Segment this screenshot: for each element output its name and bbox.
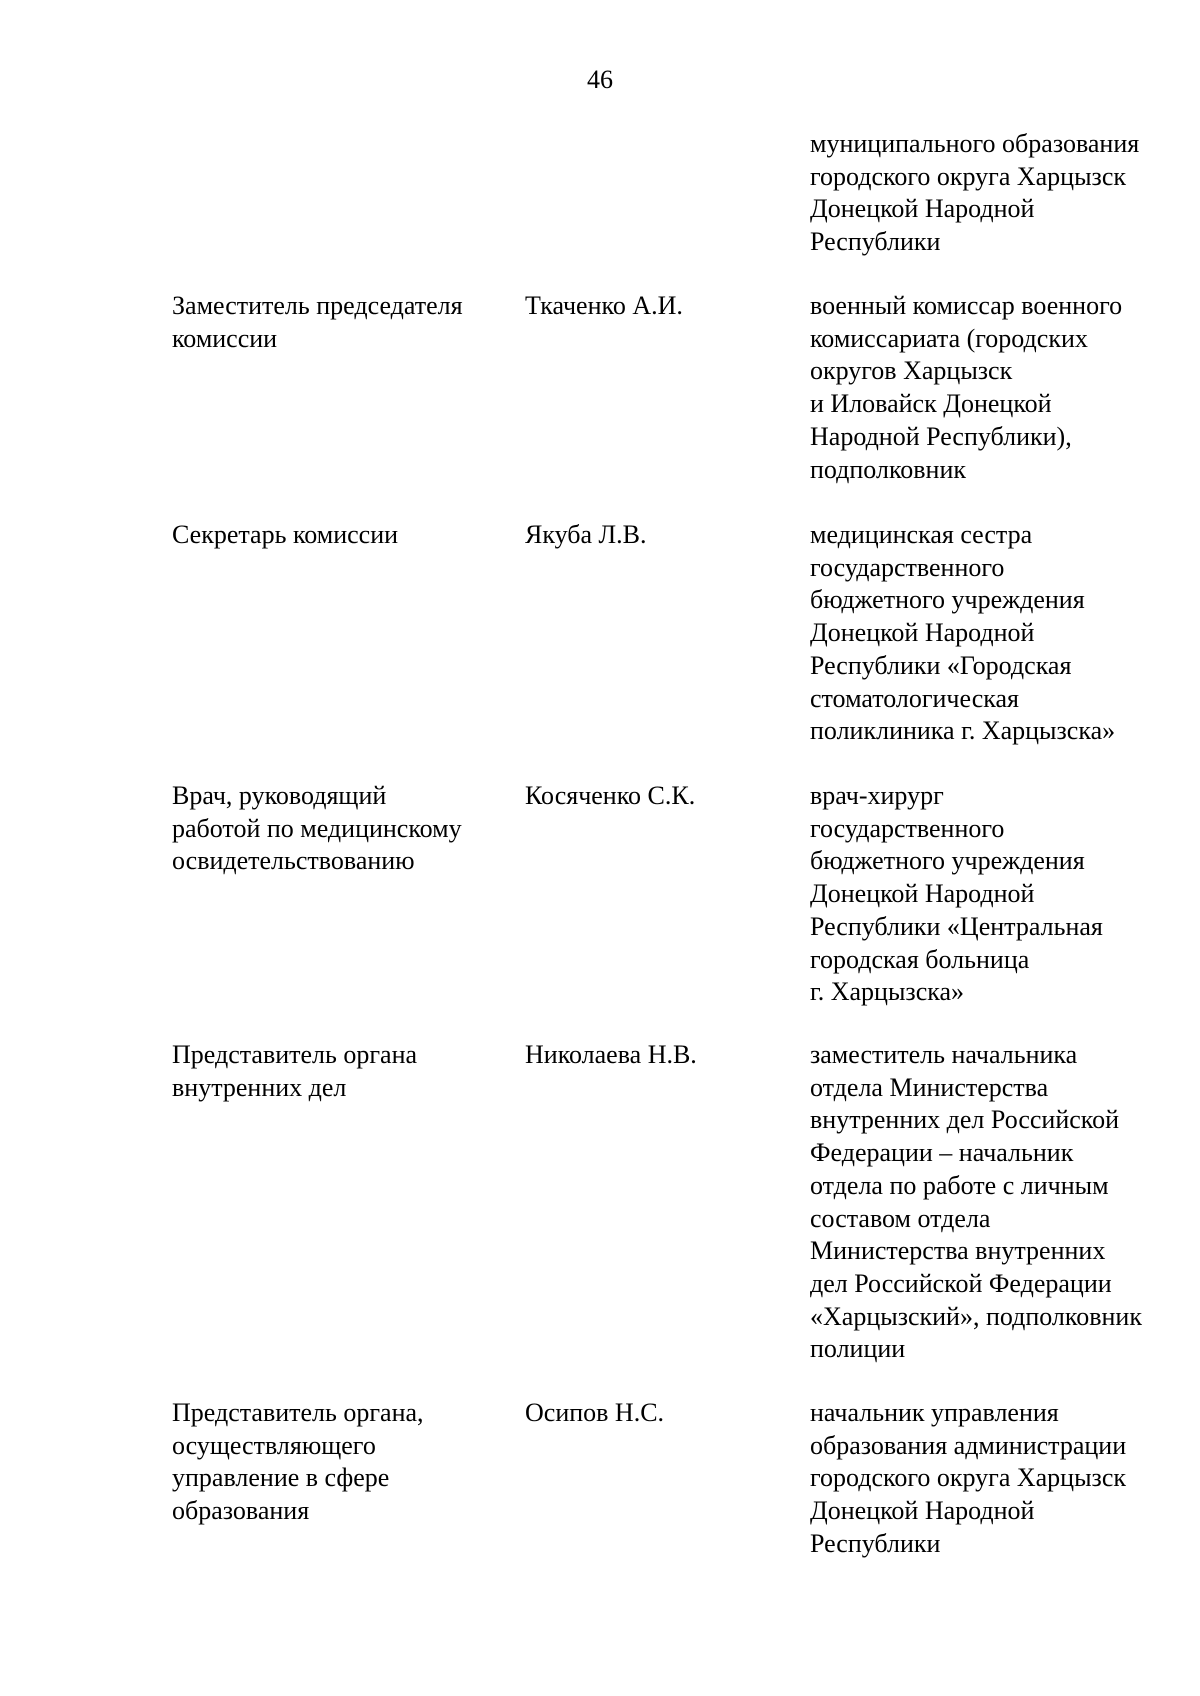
member-position: медицинская сестра государственного бюджетного учреждения Донецкой Народной Республики «Городская стоматологическая поликлиника г. Харцызска» [810, 520, 1116, 746]
member-name: Ткаченко А.И. [525, 291, 683, 320]
member-role: Представитель органа внутренних дел [172, 1040, 418, 1102]
member-position: врач-хирург государственного бюджетного учреждения Донецкой Народной Республики «Центральная городская больница г. Харцызска» [810, 781, 1103, 1007]
member-role: Секретарь комиссии [172, 520, 399, 549]
member-role: Представитель органа, осуществляющего управление в сфере образования [172, 1398, 424, 1526]
member-role: Врач, руководящий работой по медицинскому освидетельствованию [172, 781, 462, 876]
member-name: Николаева Н.В. [525, 1040, 697, 1069]
member-position: военный комиссар военного комиссариата (городских округов Харцызск и Иловайск Донецкой Народной Республики), подполковник [810, 291, 1123, 484]
member-position: начальник управления образования администрации городского округа Харцызск Донецкой Народной Республики [810, 1398, 1127, 1558]
member-name: Осипов Н.С. [525, 1398, 665, 1427]
member-name: Косяченко С.К. [525, 781, 696, 810]
continued-position-text: муниципального образования городского округа Харцызск Донецкой Народной Республики [810, 129, 1140, 257]
page-number: 46 [587, 65, 613, 94]
member-role: Заместитель председателя комиссии [172, 291, 463, 353]
member-position: заместитель начальника отдела Министерства внутренних дел Российской Федерации – начальник отдела по работе с личным составом отдела Министерства внутренних дел Российской Федерации «Харцызский», подполковник полиции [810, 1040, 1142, 1364]
member-name: Якуба Л.В. [525, 520, 647, 549]
